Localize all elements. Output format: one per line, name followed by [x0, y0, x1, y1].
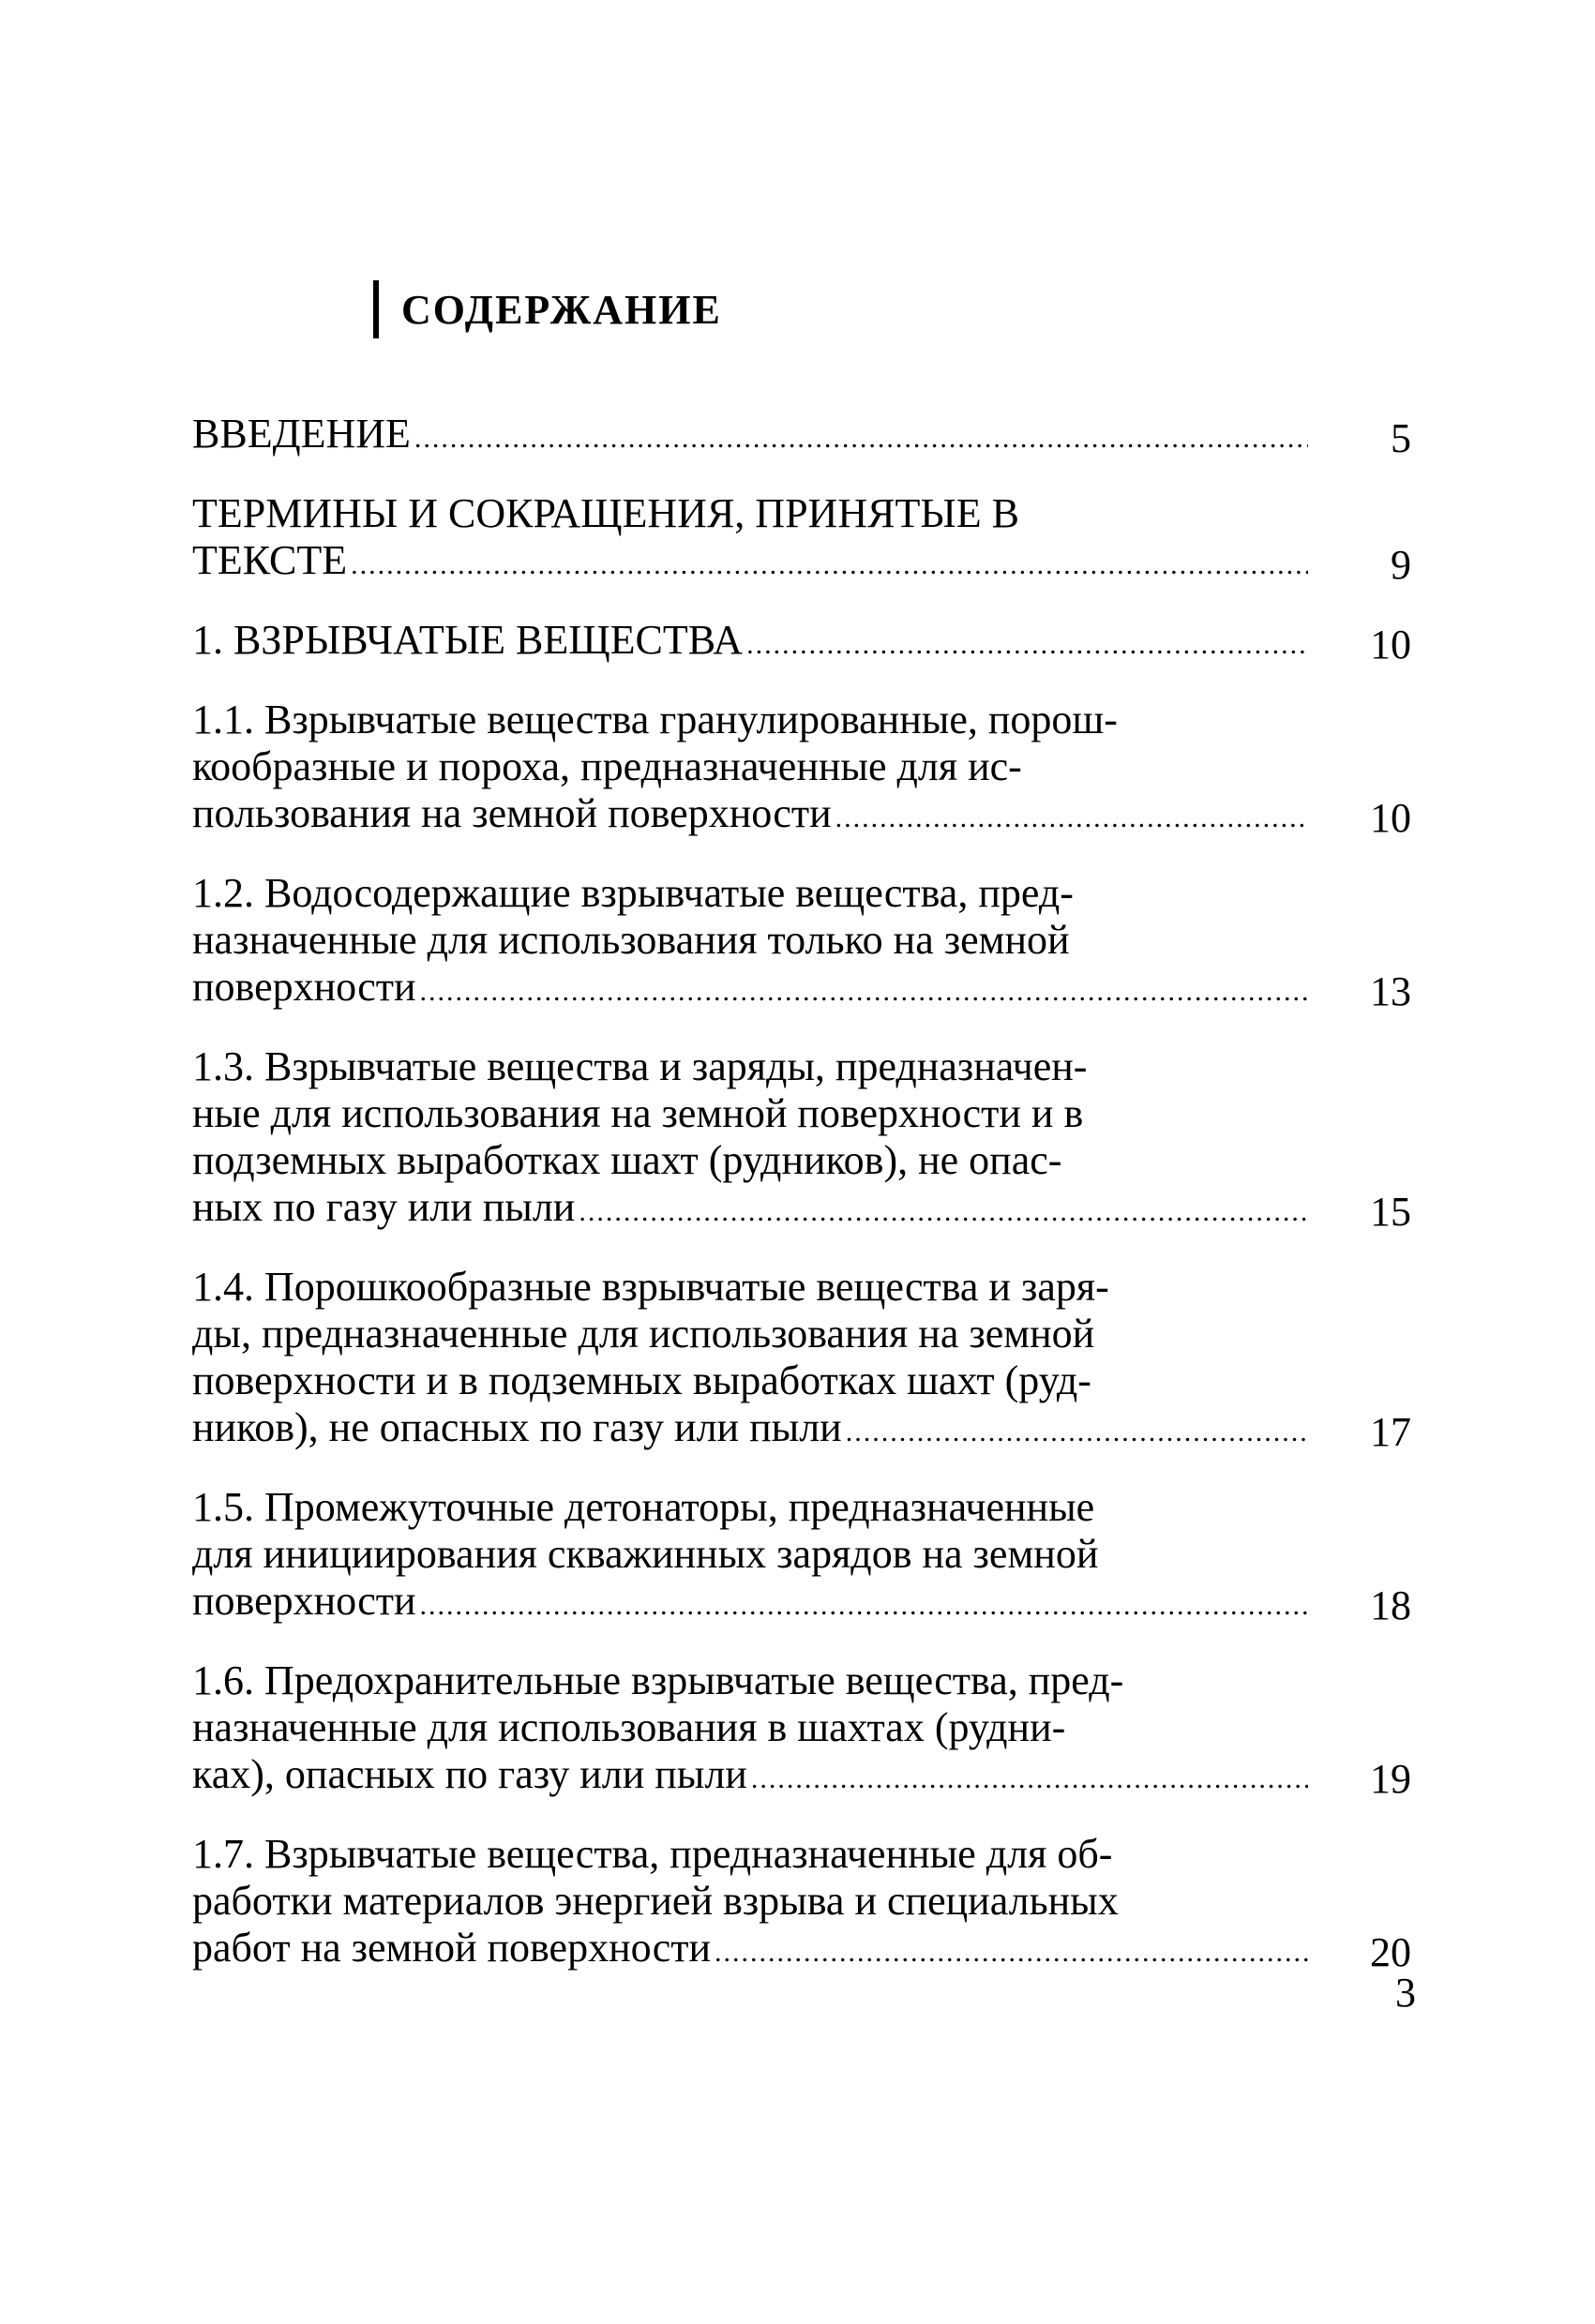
toc-heading	[373, 272, 722, 347]
toc-entry[interactable]	[192, 697, 1411, 842]
toc-entry[interactable]	[192, 411, 1411, 462]
toc-entry[interactable]	[192, 1657, 1411, 1803]
toc-entry-body	[192, 490, 1308, 589]
toc-entry-line: 1.6. Предохранительные взрывчатые вещества, пред-	[192, 1657, 1124, 1703]
toc-entry-page: 20	[1370, 1929, 1411, 1975]
toc-entry-line: подземных выработках шахт (рудников), не опас-	[192, 1137, 1062, 1183]
toc-entry-page: 10	[1370, 622, 1411, 667]
toc-entry-line: назначенные для использования в шахтах (рудни-	[192, 1704, 1066, 1750]
toc-entry-last-line	[192, 411, 1308, 462]
toc-entry-last-line	[192, 1404, 1308, 1456]
toc-entry-page: 18	[1370, 1582, 1411, 1628]
toc-entry-line: работки материалов энергией взрыва и специальных	[192, 1878, 1119, 1924]
toc-entry-title: поверхности	[192, 1578, 416, 1624]
toc-entry-last-line	[192, 1925, 1308, 1976]
toc-entry-body	[192, 1831, 1308, 1976]
toc-entry-line: ТЕРМИНЫ И СОКРАЩЕНИЯ, ПРИНЯТЫЕ В	[192, 490, 1019, 536]
toc-entry-line: 1.1. Взрывчатые вещества гранулированные, порош-	[192, 697, 1118, 742]
toc-entry-body	[192, 1264, 1308, 1456]
toc-entry-line: для инициирования скважинных зарядов на земной	[192, 1531, 1099, 1577]
toc-entry-title: ников), не опасных по газу или пыли	[192, 1404, 842, 1450]
dot-leader	[715, 1929, 1308, 1976]
toc-entry-last-line	[192, 617, 1308, 668]
toc-entry-title: пользования на земной поверхности	[192, 790, 832, 836]
dot-leader	[846, 1409, 1308, 1456]
toc-entry-body	[192, 617, 1308, 668]
toc-entry[interactable]	[192, 1484, 1411, 1629]
toc-entry-page: 9	[1391, 542, 1411, 588]
toc-entry-last-line	[192, 1578, 1308, 1629]
toc-entry-body	[192, 1657, 1308, 1803]
toc-entry-line: ные для использования на земной поверхности и в	[192, 1090, 1084, 1136]
dot-leader	[351, 542, 1308, 589]
toc-entry-title: ных по газу или пыли	[192, 1184, 576, 1230]
toc-entry-page: 17	[1370, 1409, 1411, 1455]
toc-entry-body	[192, 870, 1308, 1015]
heading-bar	[373, 280, 379, 338]
toc-entry-line: назначенные для использования только на земной	[192, 917, 1070, 963]
toc-entry-title: ках), опасных по газу или пыли	[192, 1751, 747, 1797]
toc-entry-body	[192, 1043, 1308, 1236]
toc-entry[interactable]	[192, 1264, 1411, 1456]
dot-leader	[579, 1189, 1308, 1236]
toc-entry-page: 13	[1370, 968, 1411, 1014]
toc-entry-title: поверхности	[192, 964, 416, 1010]
dot-leader	[751, 1756, 1308, 1803]
toc-entry-line: кообразные и пороха, предназначенные для ис-	[192, 743, 1022, 789]
toc-entry-last-line	[192, 1184, 1308, 1236]
toc-entry-line: 1.7. Взрывчатые вещества, предназначенные для об-	[192, 1831, 1113, 1877]
toc-entry-line: 1.2. Водосодержащие взрывчатые вещества, пред-	[192, 870, 1074, 916]
toc-entry-title: работ на земной поверхности	[192, 1925, 712, 1971]
toc-entry-line: 1.3. Взрывчатые вещества и заряды, предназначен-	[192, 1043, 1088, 1089]
toc-entry-page: 15	[1370, 1189, 1411, 1235]
toc-entry[interactable]	[192, 870, 1411, 1015]
toc-entry-body	[192, 411, 1308, 462]
page-title: СОДЕРЖАНИЕ	[401, 286, 722, 333]
toc-entry-page: 5	[1391, 415, 1411, 461]
toc-entry-title: ВВЕДЕНИЕ	[192, 411, 411, 457]
toc-entry[interactable]	[192, 1831, 1411, 1976]
toc-entry-line: 1.5. Промежуточные детонаторы, предназначенные	[192, 1484, 1095, 1530]
toc-entry-line: 1.4. Порошкообразные взрывчатые вещества и заря-	[192, 1264, 1109, 1310]
toc-entry[interactable]	[192, 490, 1411, 589]
toc-entry-line: поверхности и в подземных выработках шахт (руд-	[192, 1357, 1091, 1403]
toc-entry-title: 1. ВЗРЫВЧАТЫЕ ВЕЩЕСТВА	[192, 617, 744, 663]
toc-entry[interactable]	[192, 1043, 1411, 1236]
dot-leader	[420, 1582, 1308, 1629]
dot-leader	[414, 415, 1308, 462]
toc-entry-last-line	[192, 537, 1308, 589]
toc-entry-page: 10	[1370, 795, 1411, 841]
toc-entry-last-line	[192, 964, 1308, 1015]
toc-entry-last-line	[192, 790, 1308, 842]
toc-entry-page: 19	[1370, 1756, 1411, 1802]
toc-entry-title: ТЕКСТЕ	[192, 537, 348, 583]
table-of-contents	[192, 411, 1411, 2004]
toc-entry-line: ды, предназначенные для использования на земной	[192, 1311, 1095, 1357]
dot-leader	[835, 795, 1308, 842]
toc-entry[interactable]	[192, 617, 1411, 668]
toc-entry-body	[192, 1484, 1308, 1629]
toc-entry-body	[192, 697, 1308, 842]
page-number: 3	[1395, 1970, 1416, 2016]
dot-leader	[746, 622, 1308, 668]
toc-entry-last-line	[192, 1751, 1308, 1803]
dot-leader	[420, 968, 1308, 1015]
